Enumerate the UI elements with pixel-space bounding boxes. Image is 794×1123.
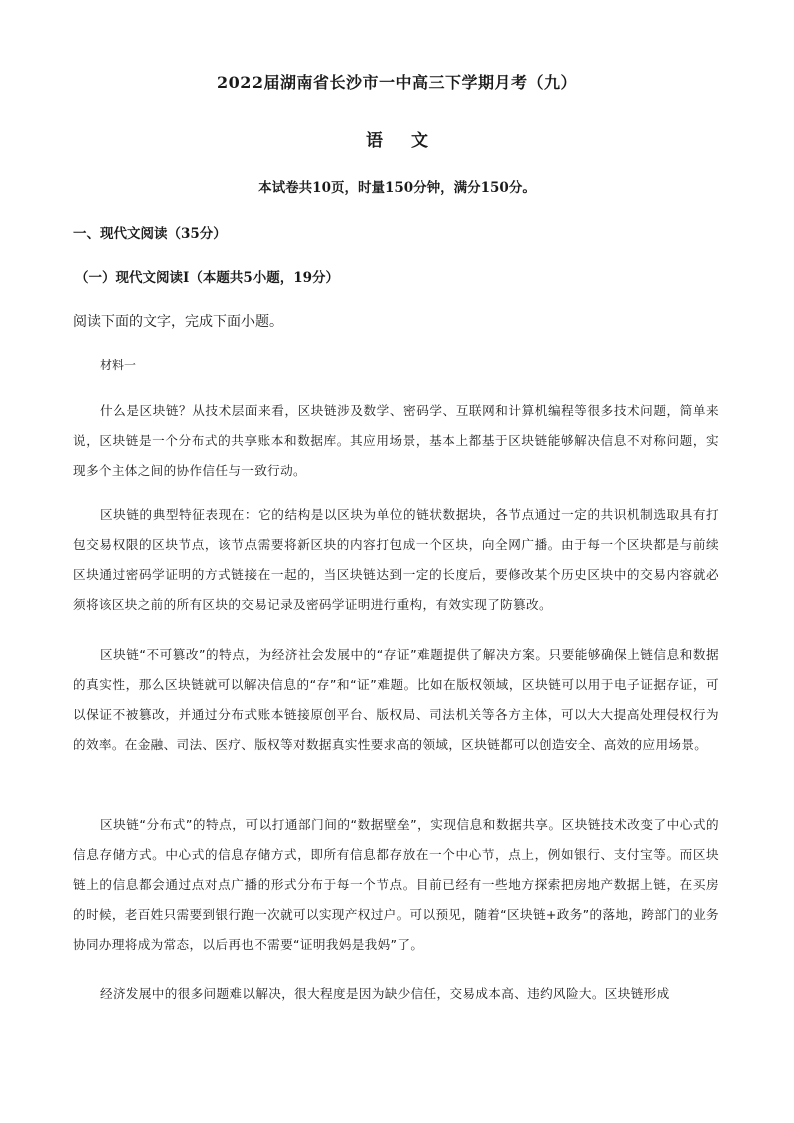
- subject-char-1: 语: [366, 131, 383, 151]
- subject-char-2: 文: [411, 131, 428, 151]
- paragraph: 区块链“不可篡改”的特点，为经济社会发展中的“存证”难题提供了解决方案。只要能够确保上链信息和数据的真实性，那么区块链就可以解决信息的“存”和“证”难题。比如在版权领域，区块链可以用于电子证据存证，可以保证不被篡改，并通过分布式账本链接原创平台、版权局、司法机关等各方主体，可以大大提高处理侵权行为的效率。在金融、司法、医疗、版权等对数据真实性要求高的领域，区块链都可以创造安全、高效的应用场景。: [73, 647, 719, 752]
- exam-title: 2022届湖南省长沙市一中高三下学期月考（九）: [216, 73, 578, 92]
- paragraph: 区块链“分布式”的特点，可以打通部门间的“数据壁垒”，实现信息和数据共享。区块链技术改变了中心式的信息存储方式。中心式的信息存储方式，即所有信息都存放在一个中心节，点上，例如银行、支付宝等。而区块链上的信息都会通过点对点广播的形式分布于每一个节点。目前已经有一些地方探索把房地产数据上链，在买房的时候，老百姓只需要到银行跑一次就可以实现产权过户。可以预见，随着“区块链+政务”的落地，跨部门的业务协同办理将成为常态，以后再也不需要“证明我妈是我妈”了。: [73, 817, 719, 952]
- section-heading: 一、现代文阅读（35分）: [73, 226, 227, 242]
- subject-title: [0, 126, 794, 151]
- subsection-heading: （一）现代文阅读Ⅰ（本题共5小题，19分）: [75, 270, 339, 286]
- material-label: 材料一: [100, 358, 137, 372]
- paragraph: 经济发展中的很多问题难以解决，很大程度是因为缺少信任，交易成本高、违约风险大。区块链形成: [100, 986, 670, 1001]
- paragraph: 区块链的典型特征表现在：它的结构是以区块为单位的链状数据块，各节点通过一定的共识机制选取具有打包交易权限的区块节点，该节点需要将新区块的内容打包成一个区块，向全网广播。由于每一个区块都是与前续区块通过密码学证明的方式链接在一起的，当区块链达到一定的长度后，要修改某个历史区块中的交易内容就必须将该区块之前的所有区块的交易记录及密码学证明进行重构，有效实现了防篡改。: [73, 507, 719, 612]
- paragraph: 什么是区块链？从技术层面来看，区块链涉及数学、密码学、互联网和计算机编程等很多技术问题，简单来说，区块链是一个分布式的共享账本和数据库。其应用场景，基本上都基于区块链能够解决信息不对称问题，实现多个主体之间的协作信任与一致行动。: [73, 403, 719, 478]
- exam-info: 本试卷共10页，时量150分钟，满分150分。: [258, 180, 536, 196]
- reading-instruction: 阅读下面的文字，完成下面小题。: [73, 314, 283, 330]
